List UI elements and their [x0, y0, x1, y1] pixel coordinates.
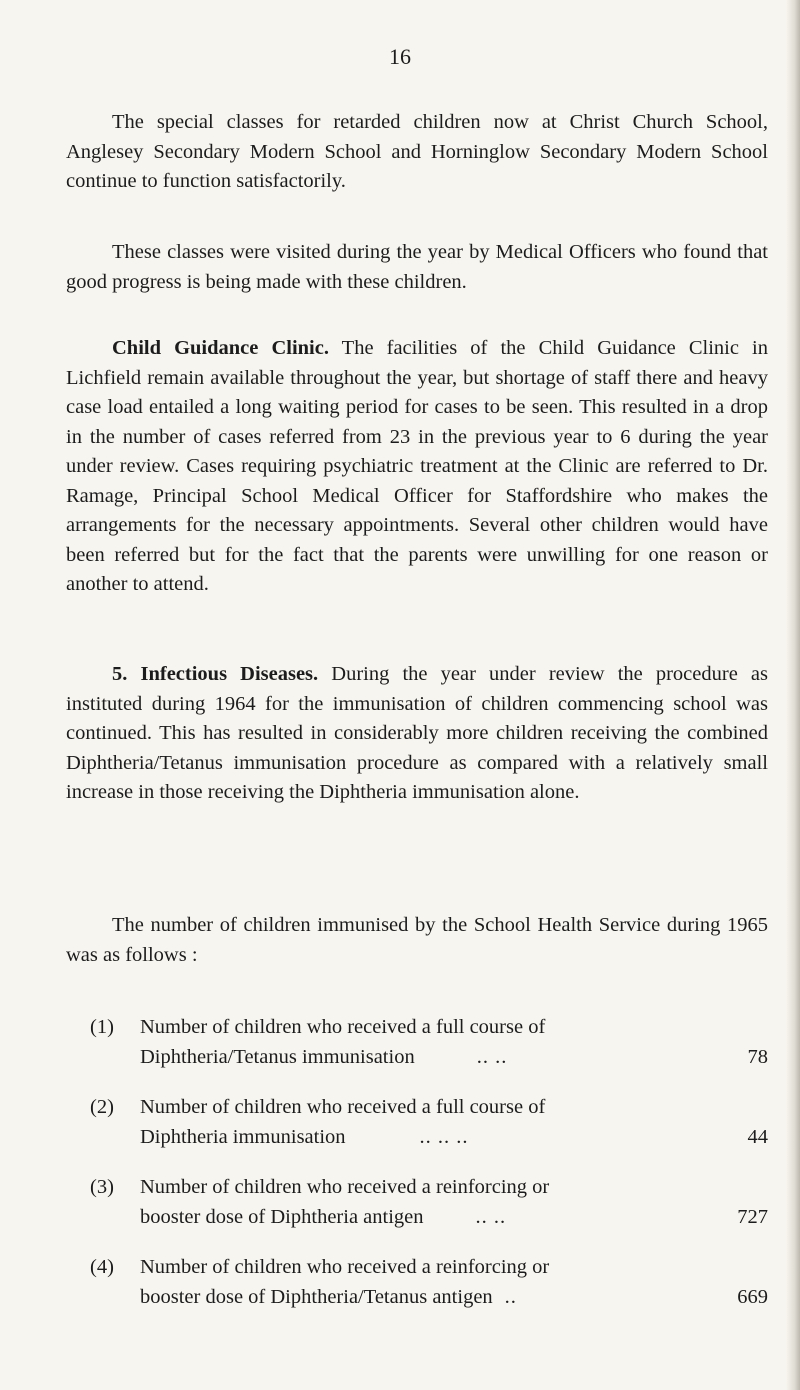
list-item-line1: Number of children who received a full course of [140, 1016, 546, 1038]
list-item-value: 669 [737, 1286, 768, 1308]
list-item-line2: Diphtheria/Tetanus immunisation [140, 1046, 415, 1068]
paragraph-special-classes-text: The special classes for retarded children now at Christ Church School, Anglesey Secondary Modern School and Horninglow Secondary Modern School continue to function satisfactorily. [66, 111, 768, 192]
infectious-diseases-body: During the year under review the procedure as instituted during 1964 for the immunisation of children commencing school was continued. This has resulted in considerably more children receiving the combined Diphtheria/Tetanus immunisation procedure as compared with a relatively small increase in those receiving the Diphtheria immunisation alone. [66, 663, 769, 803]
paragraph-visits-text: These classes were visited during the year by Medical Officers who found that good progress is being made with these children. [66, 241, 768, 293]
list-item-number: (4) [90, 1256, 114, 1278]
list-item-line2: booster dose of Diphtheria antigen [140, 1206, 424, 1228]
paragraph-infectious-diseases [66, 660, 768, 808]
list-item-number: (3) [90, 1176, 114, 1198]
immunised-intro-text: The number of children immunised by the School Health Service during 1965 was as follows : [66, 914, 768, 966]
list-item-line1: Number of children who received a full course of [140, 1096, 546, 1118]
list-item-number: (1) [90, 1016, 114, 1038]
list-item-number: (2) [90, 1096, 114, 1118]
child-guidance-body: The facilities of the Child Guidance Clinic in Lichfield remain available throughout the year, but shortage of staff there and heavy case load entailed a long waiting period for cases to be seen. This resulted in a drop in the number of cases referred from 23 in the previous year to 6 during the year under review. Cases requiring psychiatric treatment at the Clinic are referred to Dr. Ramage, Principal School Medical Officer for Staffordshire who makes the arrangements for the necessary appointments. Several other children would have been referred but for the fact that the parents were unwilling for one reason or another to attend. [66, 337, 768, 595]
list-item-value: 78 [747, 1046, 768, 1068]
paragraph-child-guidance [66, 334, 768, 600]
dot-leader: .. [504, 1286, 517, 1308]
dot-leader: .. .. [476, 1046, 508, 1068]
list-item-line2: Diphtheria immunisation [140, 1126, 346, 1148]
dot-leader: .. .. .. [419, 1126, 469, 1148]
dot-leader: .. .. [475, 1206, 507, 1228]
paragraph-special-classes [66, 108, 768, 197]
child-guidance-heading: Child Guidance Clinic. [112, 337, 329, 359]
page-number: 16 [389, 44, 411, 69]
list-item-line1: Number of children who received a reinforcing or [140, 1256, 550, 1278]
paragraph-immunised-intro [66, 911, 768, 970]
paragraph-visits [66, 238, 768, 297]
list-item-value: 727 [737, 1206, 768, 1228]
list-item-line2: booster dose of Diphtheria/Tetanus antigen [140, 1286, 493, 1308]
list-item-line1: Number of children who received a reinforcing or [140, 1176, 550, 1198]
list-item-value: 44 [747, 1126, 768, 1148]
infectious-diseases-heading: 5. Infectious Diseases. [112, 663, 319, 685]
page-edge-shadow [786, 0, 800, 1390]
